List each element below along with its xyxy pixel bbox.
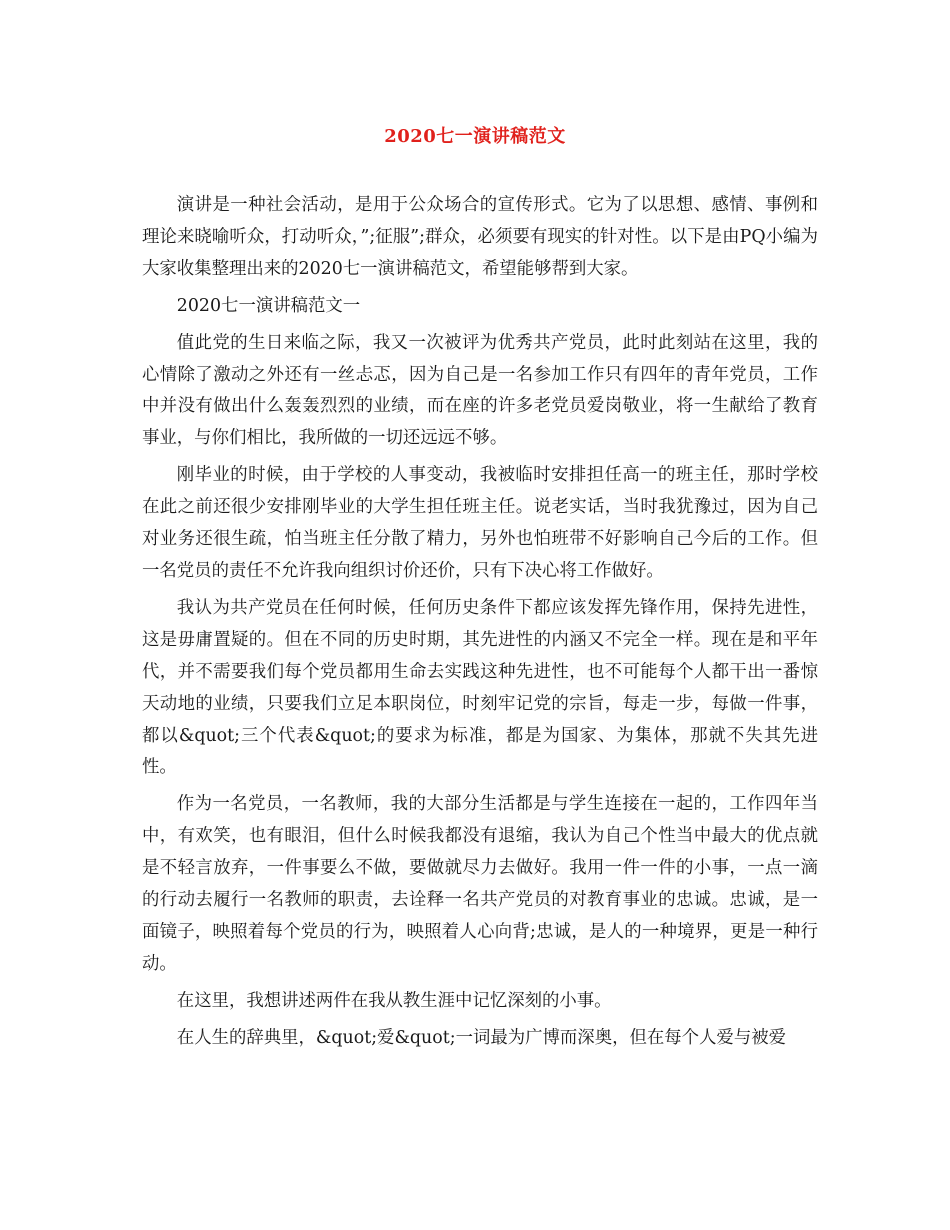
intro-paragraph: 演讲是一种社会活动，是用于公众场合的宣传形式。它为了以思想、感情、事例和理论来晓喻听众，打动听众，”;征服”;群众，必须要有现实的针对性。以下是由PQ小编为大家收集整理出来的2020七一演讲稿范文，希望能够帮到大家。 — [142, 195, 818, 279]
body-paragraph: 刚毕业的时候，由于学校的人事变动，我被临时安排担任高一的班主任，那时学校在此之前还很少安排刚毕业的大学生担任班主任。说老实话，当时我犹豫过，因为自己对业务还很生疏，怕当班主任分散了精力，另外也怕班带不好影响自己今后的工作。但一名党员的责任不允许我向组织讨价还价，只有下决心将工作做好。 — [142, 465, 818, 581]
document-title: 2020七一演讲稿范文 — [384, 126, 566, 147]
body-paragraph: 在这里，我想讲述两件在我从教生涯中记忆深刻的小事。 — [176, 990, 612, 1011]
body-paragraph: 作为一名党员，一名教师，我的大部分生活都是与学生连接在一起的，工作四年当中，有欢笑，也有眼泪，但什么时候我都没有退缩，我认为自己个性当中最大的优点就是不轻言放弃，一件事要么不做，要做就尽力去做好。我用一件一件的小事，一点一滴的行动去履行一名教师的职责，去诠释一名共产党员的对教育事业的忠诚。忠诚，是一面镜子，映照着每个党员的行为，映照着人心向背;忠诚，是人的一种境界，更是一种行动。 — [142, 794, 818, 974]
body-paragraph: 值此党的生日来临之际，我又一次被评为优秀共产党员，此时此刻站在这里，我的心情除了激动之外还有一丝忐忑，因为自己是一名参加工作只有四年的青年党员，工作中并没有做出什么轰轰烈烈的业绩，而在座的许多老党员爱岗敬业，将一生献给了教育事业，与你们相比，我所做的一切还远远不够。 — [142, 332, 818, 449]
body-paragraph: 在人生的辞典里，&quot;爱&quot;一词最为广博而深奥，但在每个人爱与被爱 — [176, 1027, 786, 1048]
document-body — [142, 190, 818, 1060]
section-heading: 2020七一演讲稿范文一 — [176, 295, 361, 316]
body-paragraph: 我认为共产党员在任何时候，任何历史条件下都应该发挥先锋作用，保持先进性，这是毋庸置疑的。但在不同的历史时期，其先进性的内涵又不完全一样。现在是和平年代，并不需要我们每个党员都用生命去实践这种先进性，也不可能每个人都干出一番惊天动地的业绩，只要我们立足本职岗位，时刻牢记党的宗旨，每走一步，每做一件事，都以&quot;三个代表&quot;的要求为标准，都是为国家、为集体，那就不失其先进性。 — [142, 597, 818, 778]
